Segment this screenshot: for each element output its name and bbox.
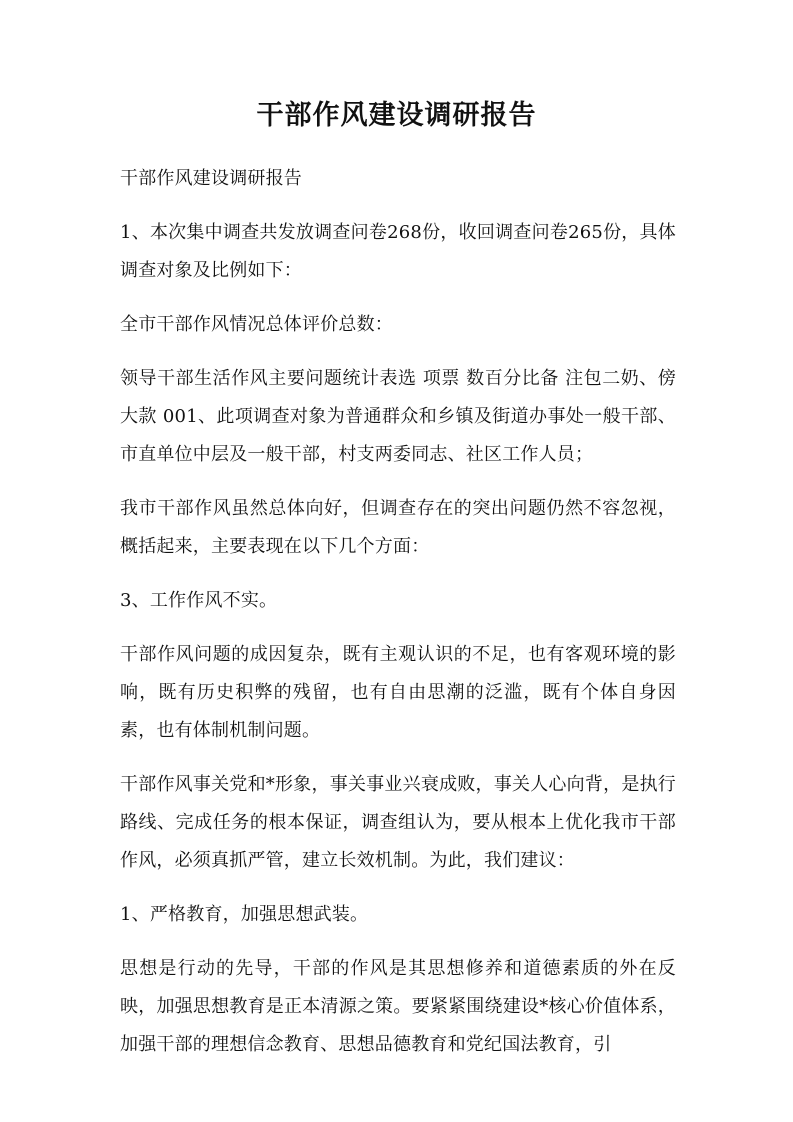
paragraph-survey-count: 1、本次集中调查共发放调查问卷268份，收回调查问卷265份，具体调查对象及比例如下： [120, 222, 676, 281]
paragraph-repeat-title: 干部作风建设调研报告 [120, 168, 302, 189]
paragraph-overall-evaluation: 全市干部作风情况总体评价总数： [120, 314, 393, 335]
paragraph-strict-education: 1、严格教育，加强思想武装。 [120, 904, 369, 925]
paragraph-thought-guidance: 思想是行动的先导，干部的作风是其思想修养和道德素质的外在反映，加强思想教育是正本清源之策。要紧紧围绕建设*核心价值体系，加强干部的理想信念教育、思想品德教育和党纪国法教育，引 [120, 958, 676, 1055]
paragraph-causes: 干部作风问题的成因复杂，既有主观认识的不足，也有客观环境的影响，既有历史积弊的残留，也有自由思潮的泛滥，既有个体自身因素，也有体制机制问题。 [120, 644, 676, 741]
document-body [120, 160, 676, 1080]
paragraph-work-style: 3、工作作风不实。 [120, 590, 278, 611]
document-title: 干部作风建设调研报告 [256, 100, 537, 131]
paragraph-suggestions: 干部作风事关党和*形象，事关事业兴衰成败，事关人心向背，是执行路线、完成任务的根本保证，调查组认为，要从根本上优化我市干部作风，必须真抓严管，建立长效机制。为此，我们建议： [120, 774, 676, 871]
paragraph-main-problems: 我市干部作风虽然总体向好，但调查存在的突出问题仍然不容忽视，概括起来，主要表现在以下几个方面： [120, 498, 676, 557]
paragraph-statistics-table: 领导干部生活作风主要问题统计表选 项票 数百分比备 注包二奶、傍大款 001、此项调查对象为普通群众和乡镇及街道办事处一般干部、市直单位中层及一般干部，村支两委同志、社区工作人员； [120, 368, 676, 465]
